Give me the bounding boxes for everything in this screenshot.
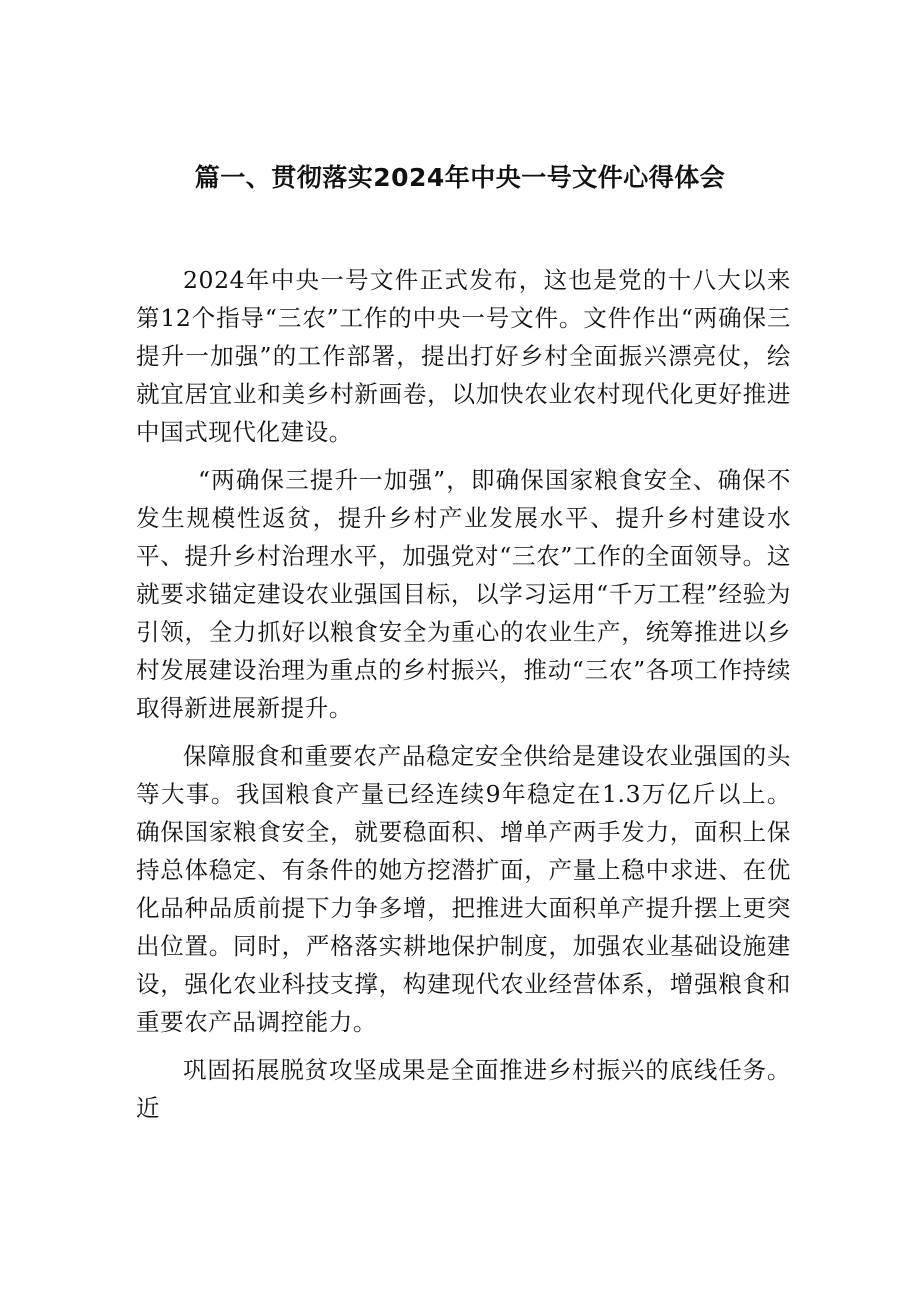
document-body — [136, 261, 791, 1137]
paragraph-4: 巩固拓展脱贫攻坚成果是全面推进乡村振兴的底线任务。近 — [136, 1056, 791, 1122]
paragraph-2: “两确保三提升一加强”，即确保国家粮食安全、确保不发生规模性返贫，提升乡村产业发展水平、提升乡村建设水平、提升乡村治理水平，加强党对“三农”工作的全面领导。这就要求锚定建设农业强国目标，以学习运用“千万工程”经验为引领，全力抓好以粮食安全为重心的农业生产，统筹推进以乡村发展建设治理为重点的乡村振兴，推动“三农”各项工作持续取得新进展新提升。 — [136, 466, 791, 722]
paragraph-3: 保障服食和重要农产品稳定安全供给是建设农业强国的头等大事。我国粮食产量已经连续9年稳定在1.3万亿斤以上。确保国家粮食安全，就要稳面积、增单产两手发力，面积上保持总体稳定、有条件的她方挖潜扩面，产量上稳中求进、在优化品种品质前提下力争多增，把推进大面积单产提升摆上更突出位置。同时，严格落实耕地保护制度，加强农业基础设施建设，强化农业科技支撑，构建现代农业经营体系，增强粮食和重要农产品调控能力。 — [136, 742, 791, 1036]
paragraph-1: 2024年中央一号文件正式发布，这也是党的十八大以来第12个指导“三农”工作的中央一号文件。文件作出“两确保三提升一加强”的工作部署，提出打好乡村全面振兴漂亮仗，绘就宜居宜业和美乡村新画卷，以加快农业农村现代化更好推进中国式现代化建设。 — [136, 266, 791, 446]
document-title: 篇一、贯彻落实2024年中央一号文件心得体会 — [194, 163, 726, 192]
